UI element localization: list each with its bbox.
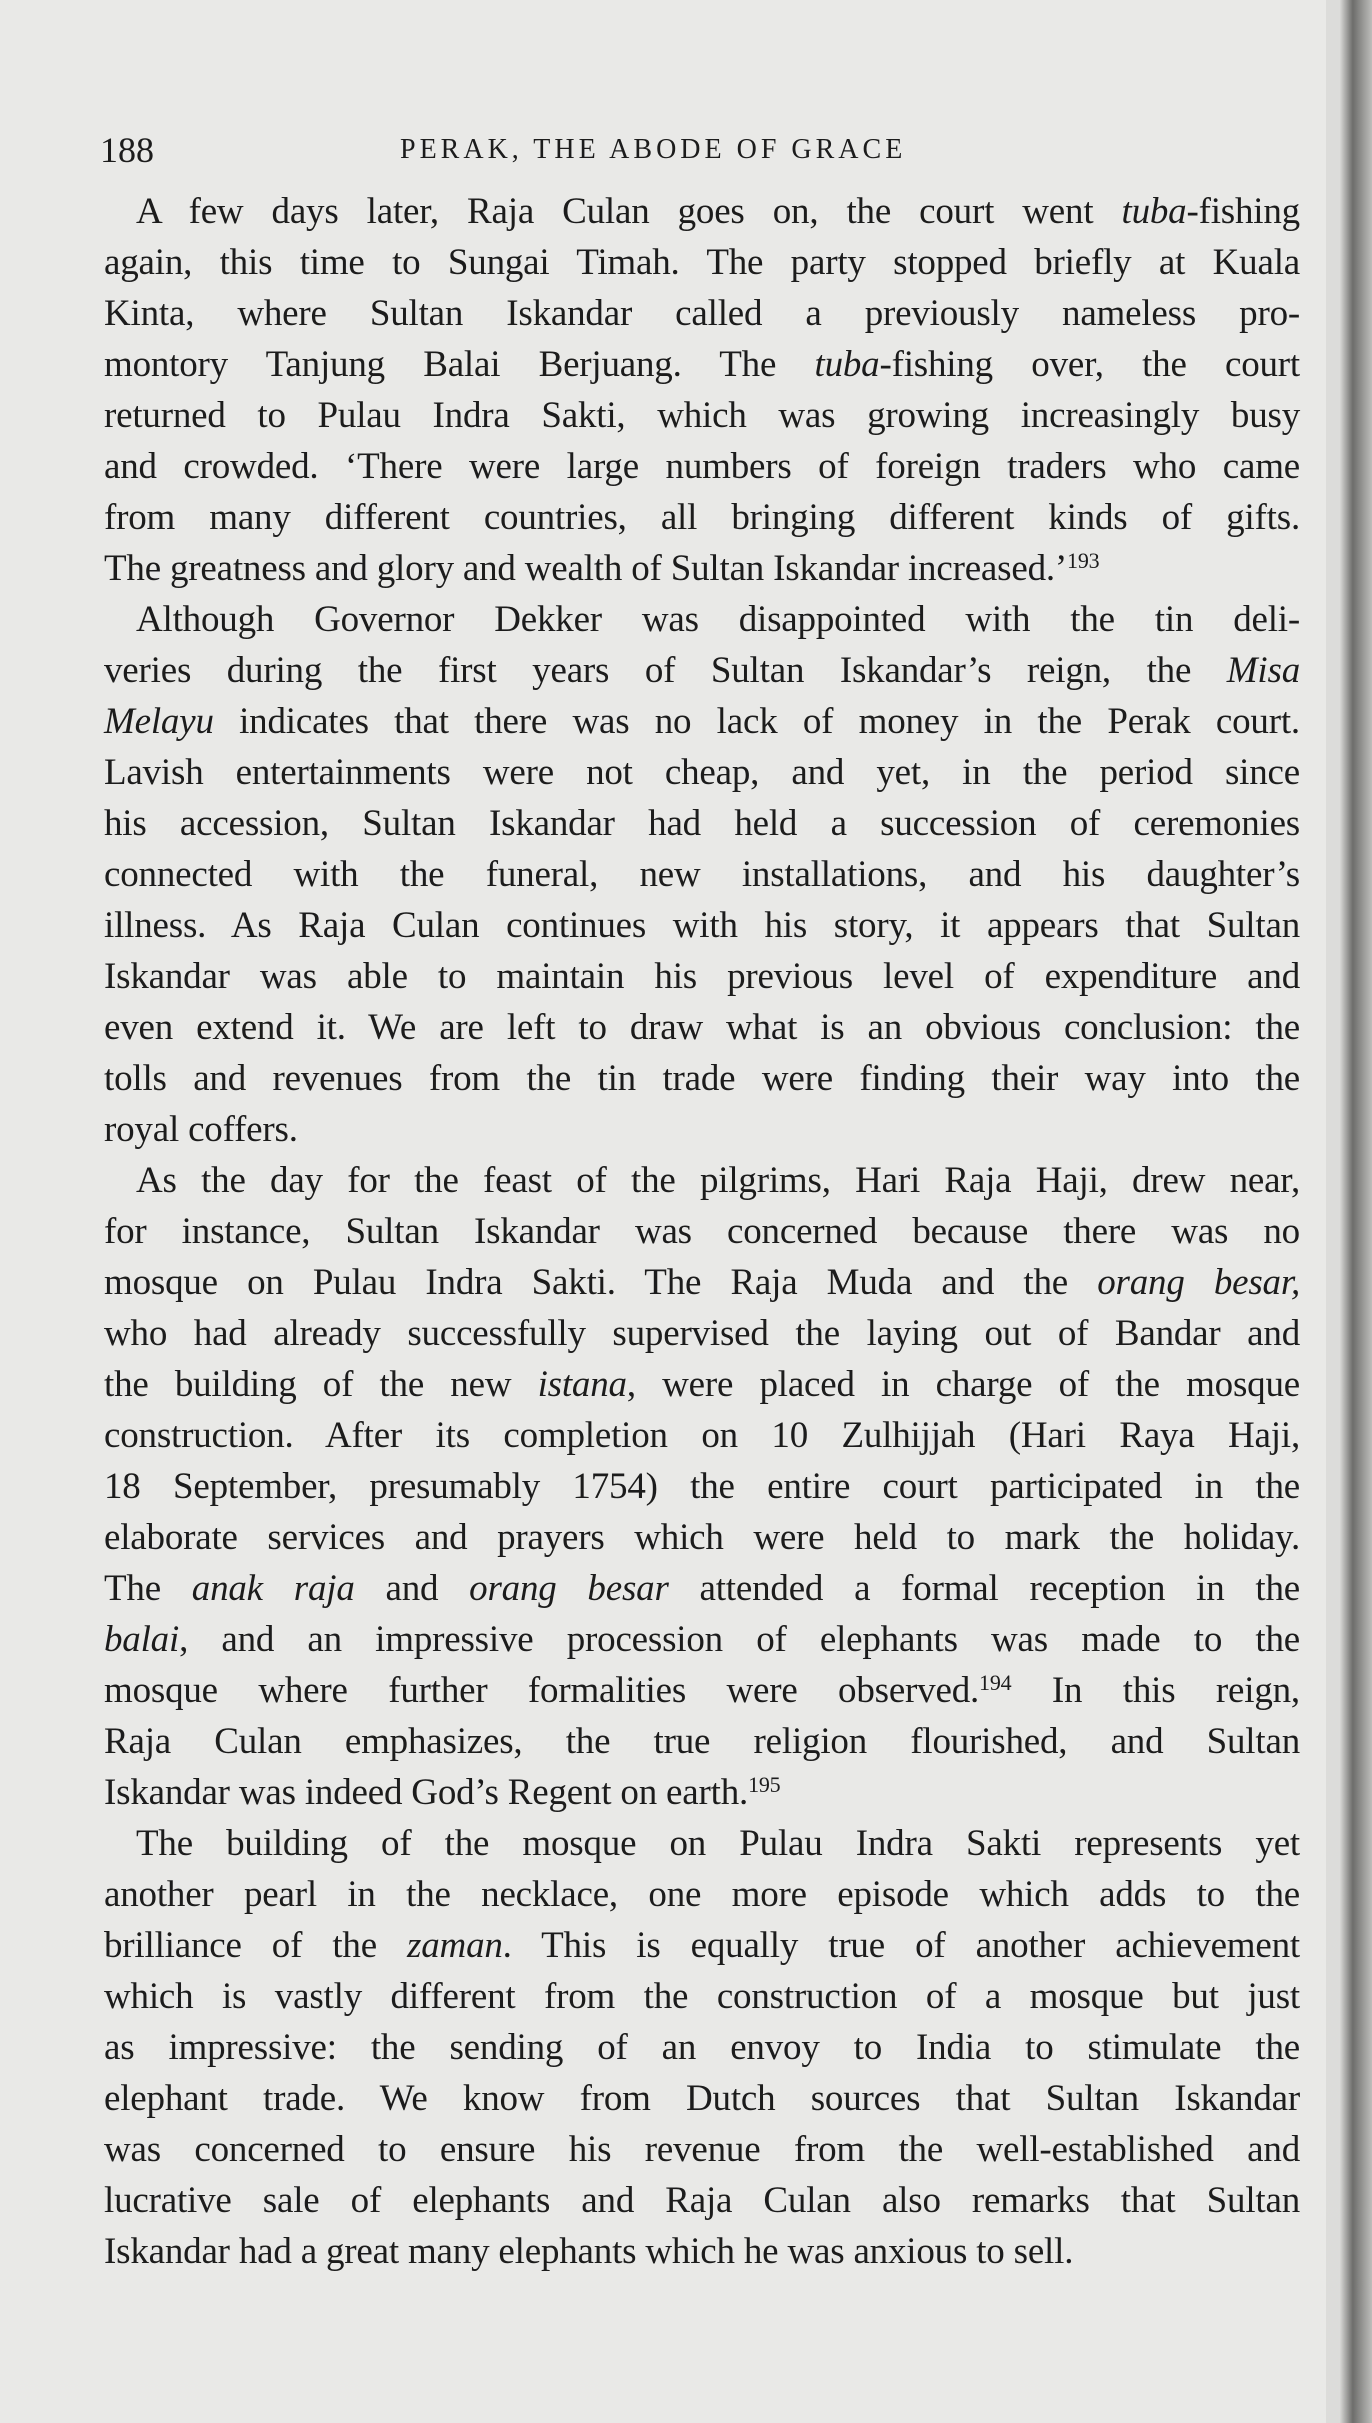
italic-text: zaman [407, 1925, 503, 1966]
text-line [104, 1104, 1300, 1155]
text-segment: mosque where further formalities were observed. [104, 1670, 980, 1711]
text-line [104, 492, 1300, 543]
text-segment: Lavish entertainments were not cheap, and yet, in the period since [104, 752, 1300, 793]
text-line [104, 2175, 1300, 2226]
text-segment: which is vastly different from the construction of a mosque but just [104, 1976, 1300, 2017]
paragraph [104, 1818, 1300, 2277]
text-line [104, 1563, 1300, 1614]
footnote-ref: 193 [1067, 548, 1100, 573]
page-gutter-shadow [1326, 0, 1340, 2423]
text-segment: even extend it. We are left to draw what is an obvious conclusion: the [104, 1007, 1300, 1048]
text-segment: Although Governor Dekker was disappointed with the tin deli- [136, 599, 1300, 640]
text-line [104, 849, 1300, 900]
italic-text: istana [537, 1364, 627, 1405]
text-segment: The building of the mosque on Pulau Indra Sakti represents yet [136, 1823, 1300, 1864]
text-segment: indicates that there was no lack of money in the Perak court. [213, 701, 1300, 742]
text-segment: again, this time to Sungai Timah. The party stopped briefly at Kuala [104, 242, 1300, 283]
text-segment: tolls and revenues from the tin trade were finding their way into the [104, 1058, 1300, 1099]
text-segment: brilliance of the [104, 1925, 408, 1966]
footnote-ref: 195 [748, 1772, 781, 1797]
text-line [104, 441, 1300, 492]
text-line [104, 1206, 1300, 1257]
text-line [104, 288, 1300, 339]
text-segment: returned to Pulau Indra Sakti, which was growing increasingly busy [104, 395, 1300, 436]
page-edge [1340, 0, 1372, 2423]
text-segment: and [354, 1568, 470, 1609]
text-line [104, 696, 1300, 747]
italic-text: Misa [1226, 650, 1300, 691]
text-line [104, 951, 1300, 1002]
text-segment: . This is equally true of another achievement [502, 1925, 1300, 1966]
text-line [104, 237, 1300, 288]
text-segment: montory Tanjung Balai Berjuang. The [104, 344, 815, 385]
text-segment: construction. After its completion on 10 Zulhijjah (Hari Raya Haji, [104, 1415, 1300, 1456]
text-segment: elephant trade. We know from Dutch sources that Sultan Iskandar [104, 2078, 1300, 2119]
text-segment: The [104, 1568, 192, 1609]
text-line [104, 1053, 1300, 1104]
body-text [104, 186, 1300, 2277]
italic-text: balai [104, 1619, 180, 1660]
text-line [104, 645, 1300, 696]
text-segment: illness. As Raja Culan continues with his story, it appears that Sultan [104, 905, 1300, 946]
text-segment: another pearl in the necklace, one more episode which adds to the [104, 1874, 1300, 1915]
text-line [104, 1002, 1300, 1053]
text-line [104, 186, 1300, 237]
text-segment: elaborate services and prayers which were held to mark the holiday. [104, 1517, 1300, 1558]
italic-text: orang besar [469, 1568, 669, 1609]
text-line [104, 1767, 1300, 1818]
text-line [104, 1359, 1300, 1410]
text-segment: A few days later, Raja Culan goes on, the court went [136, 191, 1122, 232]
text-line [104, 1665, 1300, 1716]
text-segment: royal coffers. [104, 1109, 298, 1150]
page-number: 188 [100, 130, 154, 170]
text-segment: Iskandar was indeed God’s Regent on earth. [104, 1772, 749, 1813]
text-line [104, 1461, 1300, 1512]
text-line [104, 2022, 1300, 2073]
footnote-ref: 194 [979, 1670, 1012, 1695]
italic-text: orang besar, [1097, 1262, 1300, 1303]
text-line [104, 543, 1300, 594]
text-line [104, 2226, 1300, 2277]
text-line [104, 1512, 1300, 1563]
text-line [104, 798, 1300, 849]
text-line [104, 390, 1300, 441]
text-segment: as impressive: the sending of an envoy to India to stimulate the [104, 2027, 1300, 2068]
text-line [104, 1716, 1300, 1767]
text-line [104, 2073, 1300, 2124]
running-title: PERAK, THE ABODE OF GRACE [400, 134, 907, 165]
text-segment: Raja Culan emphasizes, the true religion flourished, and Sultan [104, 1721, 1300, 1762]
paragraph [104, 1155, 1300, 1818]
text-segment: , and an impressive procession of elephants was made to the [179, 1619, 1300, 1660]
italic-text: tuba [1121, 191, 1187, 232]
text-segment: the building of the new [104, 1364, 538, 1405]
text-line [104, 1155, 1300, 1206]
text-segment: from many different countries, all bringing different kinds of gifts. [104, 497, 1300, 538]
text-segment: his accession, Sultan Iskandar had held a succession of ceremonies [104, 803, 1300, 844]
text-segment: The greatness and glory and wealth of Sultan Iskandar increased.’ [104, 548, 1068, 589]
text-segment: Iskandar was able to maintain his previous level of expenditure and [104, 956, 1300, 997]
text-line [104, 1257, 1300, 1308]
text-line [104, 1818, 1300, 1869]
text-line [104, 900, 1300, 951]
text-segment: for instance, Sultan Iskandar was concerned because there was no [104, 1211, 1300, 1252]
text-line [104, 1614, 1300, 1665]
italic-text: Melayu [104, 701, 214, 742]
text-segment: was concerned to ensure his revenue from the well-established and [104, 2129, 1300, 2170]
text-segment: lucrative sale of elephants and Raja Culan also remarks that Sultan [104, 2180, 1300, 2221]
paragraph [104, 186, 1300, 594]
text-segment: connected with the funeral, new installations, and his daughter’s [104, 854, 1300, 895]
text-segment: mosque on Pulau Indra Sakti. The Raja Muda and the [104, 1262, 1098, 1303]
text-line [104, 747, 1300, 798]
paragraph [104, 594, 1300, 1155]
text-segment: Kinta, where Sultan Iskandar called a previously nameless pro- [104, 293, 1300, 334]
text-line [104, 1869, 1300, 1920]
text-segment: Iskandar had a great many elephants which he was anxious to sell. [104, 2231, 1074, 2272]
text-segment: In this reign, [1011, 1670, 1300, 1711]
text-line [104, 1308, 1300, 1359]
text-line [104, 1971, 1300, 2022]
text-line [104, 1410, 1300, 1461]
text-segment: attended a formal reception in the [668, 1568, 1300, 1609]
text-line [104, 339, 1300, 390]
italic-text: anak raja [191, 1568, 355, 1609]
text-segment: -fishing [1186, 191, 1300, 232]
text-segment: veries during the first years of Sultan Iskandar’s reign, the [104, 650, 1227, 691]
text-line [104, 2124, 1300, 2175]
text-segment: who had already successfully supervised the laying out of Bandar and [104, 1313, 1300, 1354]
text-segment: and crowded. ‘There were large numbers of foreign traders who came [104, 446, 1300, 487]
text-line [104, 1920, 1300, 1971]
text-segment: -fishing over, the court [879, 344, 1300, 385]
text-segment: As the day for the feast of the pilgrims, Hari Raja Haji, drew near, [136, 1160, 1300, 1201]
text-segment: 18 September, presumably 1754) the entire court participated in the [104, 1466, 1300, 1507]
page-header [100, 128, 1300, 172]
text-segment: , were placed in charge of the mosque [626, 1364, 1300, 1405]
italic-text: tuba [814, 344, 880, 385]
text-line [104, 594, 1300, 645]
